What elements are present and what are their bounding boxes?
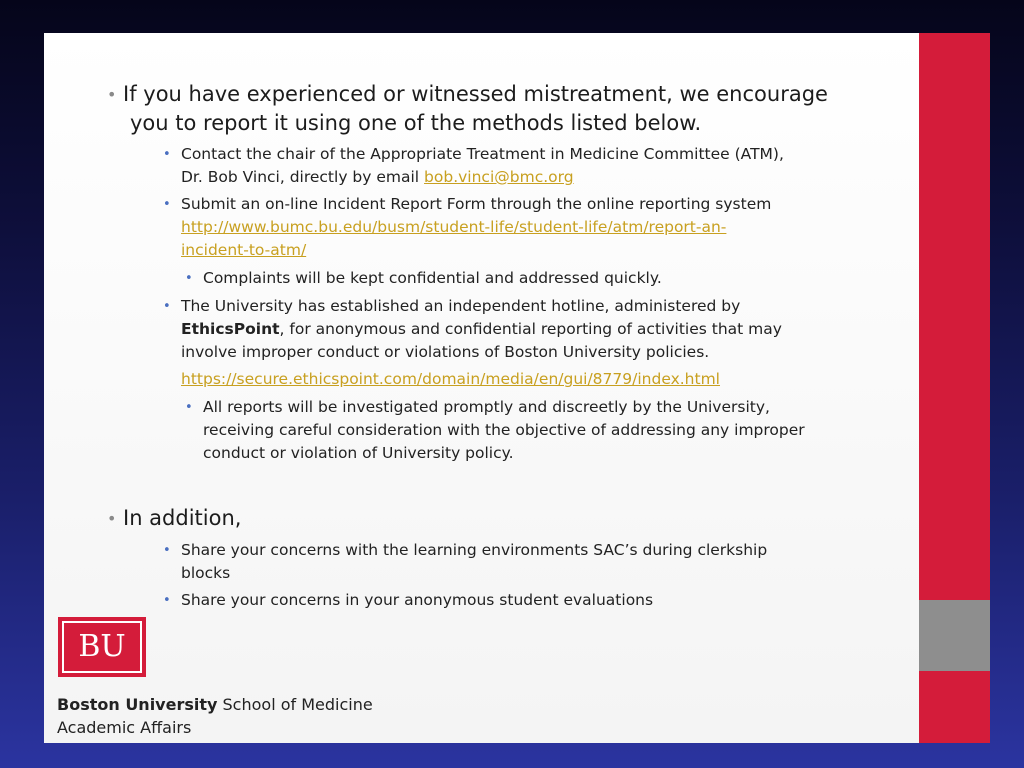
bullet-dot-icon: •	[163, 147, 171, 162]
bullet-dot-icon: •	[163, 299, 171, 314]
reports-line-1: All reports will be investigated promptly and discreetly by the University,	[203, 398, 770, 416]
bullet-dot-icon: •	[107, 85, 117, 104]
bu-logo	[58, 617, 146, 677]
reports-line-3: conduct or violation of University policy.	[203, 444, 514, 462]
contact-text: Dr. Bob Vinci, directly by email	[181, 168, 425, 186]
hotline-line-1: The University has established an independent hotline, administered by	[181, 297, 741, 315]
email-link[interactable]: bob.vinci@bmc.org	[424, 168, 574, 186]
bullet-dot-icon: •	[107, 509, 117, 528]
ethicspoint-link[interactable]: https://secure.ethicspoint.com/domain/media/en/gui/8779/index.html	[181, 370, 720, 388]
complaints-text: Complaints will be kept confidential and addressed quickly.	[203, 269, 662, 287]
addition-title: In addition,	[123, 506, 242, 530]
online-line-1: Submit an on-line Incident Report Form through the online reporting system	[181, 195, 772, 213]
intro-bullet-line-1	[107, 80, 828, 109]
side-accent-red-bottom	[919, 671, 990, 743]
bullet-dot-icon: •	[185, 400, 193, 415]
hotline-line-2	[181, 318, 782, 341]
bullet-dot-icon: •	[185, 271, 193, 286]
ethicspoint-brand: EthicsPoint	[181, 320, 280, 338]
reports-line-2: receiving careful consideration with the objective of addressing any improper	[203, 421, 805, 439]
incident-form-link-1[interactable]: http://www.bumc.bu.edu/busm/student-life/student-life/atm/report-an-	[181, 218, 727, 236]
incident-form-link-2[interactable]: incident-to-atm/	[181, 241, 307, 259]
bullet-dot-icon: •	[163, 593, 171, 608]
bullet-dot-icon: •	[163, 543, 171, 558]
dept-name: Academic Affairs	[57, 718, 192, 737]
share-evaluations-text: Share your concerns in your anonymous student evaluations	[181, 591, 654, 609]
contact-line-2	[181, 166, 574, 189]
intro-bullet-line-2: you to report it using one of the methods listed below.	[130, 111, 702, 135]
intro-text-1: If you have experienced or witnessed mistreatment, we encourage	[123, 82, 828, 106]
addition-heading	[107, 504, 242, 533]
share-sac-line-2: blocks	[181, 564, 231, 582]
side-accent-red-top	[919, 33, 990, 600]
org-name-rest: School of Medicine	[217, 695, 373, 714]
share-sac-line-1: Share your concerns with the learning environments SAC’s during clerkship	[181, 541, 768, 559]
bullet-dot-icon: •	[163, 197, 171, 212]
hotline-text: , for anonymous and confidential reporting of activities that may	[279, 320, 782, 338]
contact-line-1: Contact the chair of the Appropriate Treatment in Medicine Committee (ATM),	[181, 145, 784, 163]
hotline-line-3: involve improper conduct or violations of Boston University policies.	[181, 343, 710, 361]
side-accent-gray	[919, 600, 990, 671]
org-name	[57, 694, 373, 716]
bu-logo-text: BU	[62, 621, 142, 673]
org-name-bold: Boston University	[57, 695, 218, 714]
